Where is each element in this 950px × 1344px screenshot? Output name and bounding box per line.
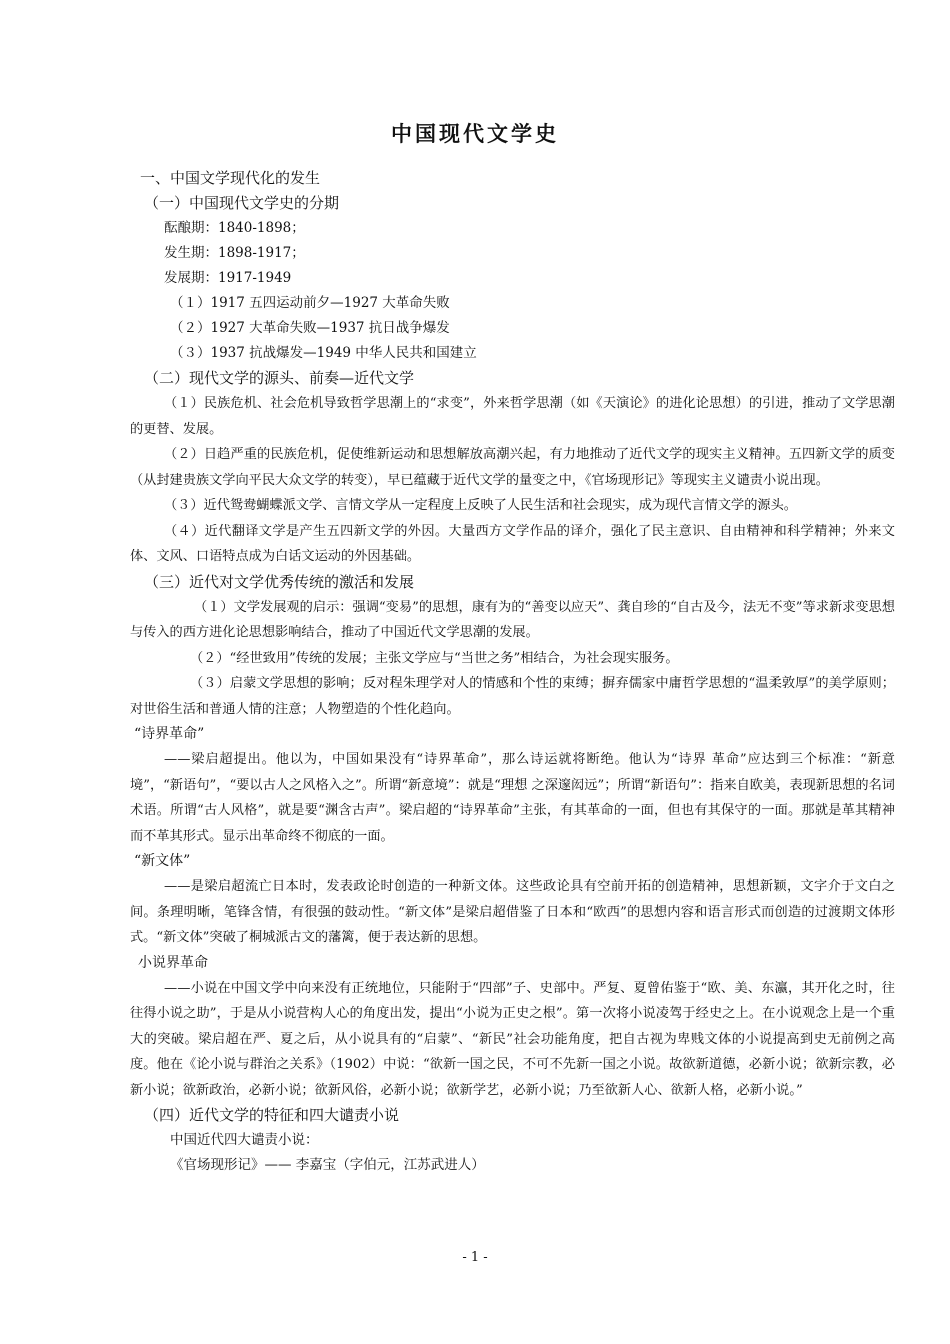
document-body: [130, 166, 895, 1178]
novel-list-line: 中国近代四大谴责小说：: [170, 1132, 319, 1148]
paragraph: （３）近代鸳鸯蝴蝶派文学、言情文学从一定程度上反映了人民生活和社会现实，成为现代言情文学的源头。: [164, 498, 797, 513]
paragraph: （２）“经世致用”传统的发展；主张文学应与“当世之务”相结合，为社会现实服务。: [190, 650, 679, 666]
period-line: 发展期：1917-1949: [164, 270, 292, 286]
page-number: - 1 -: [462, 1250, 488, 1265]
novel-list-line: 《官场现形记》—— 李嘉宝（字伯元，江苏武进人）: [170, 1157, 485, 1173]
paragraph: （３）启蒙文学思想的影响；反对程朱理学对人的情感和个性的束缚；摒弃儒家中庸哲学思想的“温柔敦厚”的美学原则；对世俗生活和普通人情的注意；人物塑造的个性化趋向。: [130, 676, 895, 717]
stage-line: （３）1937 抗战爆发—1949 中华人民共和国建立: [170, 345, 477, 361]
term-definition: ——小说在中国文学中向来没有正统地位，只能附于“四部”子、史部中。严复、夏曾佑鉴于“欧、美、东瀛，其开化之时，往往得小说之助”，于是从小说营构人心的角度出发，提出“小说为正史之根”。第一次将小说凌驾于经史之上。在小说观念上是一个重大的突破。梁启超在严、夏之后，从小说具有的“启蒙”、“新民”社会功能角度，把自古视为卑贱文体的小说提高到史无前例之高度。他在《论小说与群治之关系》（1902）中说：“欲新一国之民，不可不先新一国之小说。故欲新道德，必新小说；欲新宗教，必新小说；欲新政治，必新小说；欲新风俗，必新小说；欲新学艺，必新小说；乃至欲新人心、欲新人格，必新小说。”: [130, 980, 895, 1098]
stage-line: （１）1917 五四运动前夕—1927 大革命失败: [170, 295, 450, 311]
paragraph: （１）文学发展观的启示：强调“变易”的思想，康有为的“善变以应天”、龚自珍的“自古及今，法无不变”等求新求变思想与传入的西方进化论思想影响结合，推动了中国近代文学思潮的发展。: [130, 599, 895, 640]
term-heading-new-style: “新文体”: [134, 853, 191, 869]
subsection-heading-tradition: （三）近代对文学优秀传统的激活和发展: [144, 572, 415, 591]
term-heading-poetry-revolution: “诗界革命”: [134, 726, 205, 742]
period-line: 酝酿期：1840-1898；: [164, 220, 305, 236]
document-title: 中国现代文学史: [391, 122, 559, 146]
term-heading-fiction-revolution: 小说界革命: [138, 954, 208, 971]
subsection-heading-condemnatory-novels: （四）近代文学的特征和四大谴责小说: [144, 1106, 400, 1124]
subsection-heading-modern-origins: （二）现代文学的源头、前奏—近代文学: [144, 369, 415, 387]
subsection-heading-periods: （一）中国现代文学史的分期: [144, 194, 340, 212]
paragraph: （１）民族危机、社会危机导致哲学思潮上的“求变”，外来哲学思潮（如《天演论》的进化论思想）的引进，推动了文学思潮的更替、发展。: [130, 396, 895, 437]
term-definition: ——梁启超提出。他以为，中国如果没有“诗界革命”，那么诗运就将断绝。他认为“诗界 革命”应达到三个标准：“新意境”，“新语句”，“要以古人之风格入之”。所谓“新意境”：就是“理想 之深邃闳远”；所谓“新语句”：指来自欧美，表现新思想的名词术语。所谓“古人风格”，就是要“渊含古声”。梁启超的“诗界革命”主张，有其革命的一面，但也有其保守的一面。那就是革其精神而不革其形式。显示出革命终不彻底的一面。: [130, 752, 895, 844]
period-line: 发生期：1898-1917；: [164, 245, 305, 261]
stage-line: （２）1927 大革命失败—1937 抗日战争爆发: [170, 320, 450, 336]
paragraph: （２）日趋严重的民族危机，促使维新运动和思想解放高潮兴起，有力地推动了近代文学的现实主义精神。五四新文学的质变（从封建贵族文学向平民大众文学的转变），早已蕴藏于近代文学的量变之中，《官场现形记》等现实主义谴责小说出现。: [130, 447, 895, 488]
paragraph: （４）近代翻译文学是产生五四新文学的外因。大量西方文学作品的译介，强化了民主意识、自由精神和科学精神；外来文体、文风、口语特点成为白话文运动的外因基础。: [130, 523, 895, 564]
term-definition: ——是梁启超流亡日本时，发表政论时创造的一种新文体。这些政论具有空前开拓的创造精神，思想新颖，文字介于文白之间。条理明晰，笔锋含情，有很强的鼓动性。“新文体”是梁启超借鉴了日本和“欧西”的思想内容和语言形式而创造的过渡期文体形式。“新文体”突破了桐城派古文的藩篱，便于表达新的思想。: [130, 879, 895, 945]
section-heading: 一、中国文学现代化的发生: [140, 169, 321, 187]
